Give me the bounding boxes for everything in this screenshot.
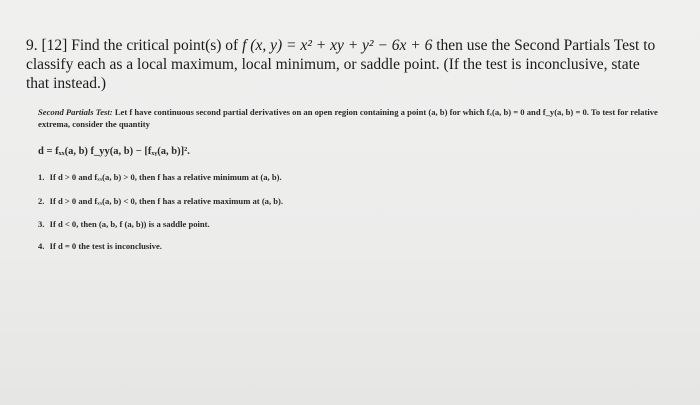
rule-item	[38, 196, 283, 206]
rule-number: 4.	[38, 241, 45, 251]
discriminant-formula: d = fₓₓ(a, b) f_yy(a, b) − [fₓᵧ(a, b)]².	[38, 146, 190, 157]
test-description: Let f have continuous second partial derivatives on an open region containing a point (a, b) for which fₓ(a, b) = 0 and f_y(a, b) = 0. To test for relative extrema, consider the quantity	[38, 107, 658, 129]
second-partials-test-box	[38, 106, 678, 130]
rule-number: 2.	[38, 196, 45, 206]
rule-text: If d > 0 and fₓₓ(a, b) > 0, then f has a relative minimum at (a, b).	[49, 172, 282, 182]
test-title: Second Partials Test:	[38, 107, 113, 117]
rule-item	[38, 241, 162, 251]
rule-text: If d = 0 the test is inconclusive.	[49, 241, 162, 251]
rule-item	[38, 172, 282, 182]
rule-item	[38, 219, 210, 229]
question-number: 9. [12]	[26, 37, 68, 54]
question-text-intro: Find the critical point(s) of	[71, 37, 239, 54]
question-text-rest: then use the Second Partials Test to classify each as a local maximum, local minimum, or saddle point. (If the test is inconclusive, state that instead.)	[26, 37, 656, 92]
question-function: f (x, y) = x² + xy + y² − 6x + 6	[242, 37, 433, 54]
rule-number: 1.	[38, 172, 45, 182]
rule-text: If d < 0, then (a, b, f (a, b)) is a saddle point.	[49, 219, 210, 229]
rule-text: If d > 0 and fₓₓ(a, b) < 0, then f has a relative maximum at (a, b).	[49, 196, 284, 206]
question-block	[26, 36, 666, 93]
rule-number: 3.	[38, 219, 45, 229]
